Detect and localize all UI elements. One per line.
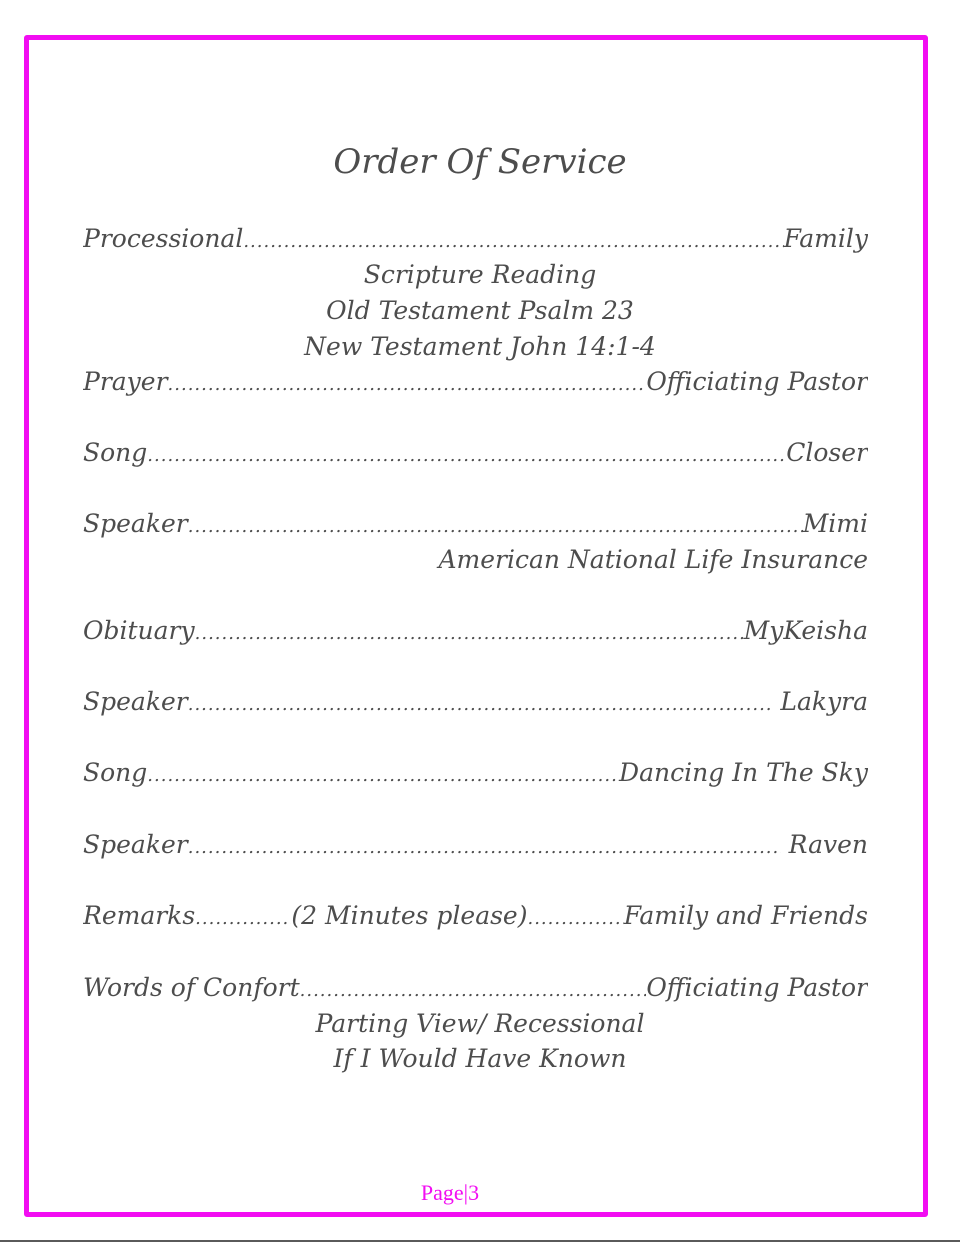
row-value: Officiating Pastor bbox=[646, 973, 868, 1002]
row-value: Family bbox=[783, 224, 868, 253]
dot-leader bbox=[243, 224, 783, 257]
dot-leader bbox=[147, 438, 786, 471]
dot-leader bbox=[527, 901, 623, 934]
row-note: (2 Minutes please) bbox=[291, 901, 528, 930]
row-label: Song bbox=[83, 758, 148, 787]
row-label: Words of Confort bbox=[83, 973, 300, 1002]
page-number: Page|3 bbox=[420, 1180, 480, 1205]
row-label: Speaker bbox=[83, 687, 188, 716]
service-row-speaker bbox=[83, 684, 868, 720]
scripture-new-testament: New Testament John 14:1-4 bbox=[304, 332, 656, 361]
dot-leader bbox=[168, 367, 647, 400]
service-row-speaker bbox=[83, 827, 868, 863]
service-row-processional bbox=[83, 221, 868, 257]
row-value: Family and Friends bbox=[623, 901, 868, 930]
closing-recessional: Parting View/ Recessional bbox=[315, 1009, 645, 1038]
row-label: Prayer bbox=[83, 367, 168, 396]
service-row-song bbox=[83, 755, 868, 791]
row-label: Speaker bbox=[83, 509, 188, 538]
row-value: Mimi bbox=[802, 509, 868, 538]
dot-leader bbox=[195, 901, 291, 934]
service-row-obituary bbox=[83, 613, 868, 649]
speaker-affiliation: American National Life Insurance bbox=[438, 545, 868, 574]
row-label: Song bbox=[83, 438, 148, 467]
row-label: Obituary bbox=[83, 616, 195, 645]
dot-leader bbox=[147, 758, 619, 791]
dot-leader bbox=[188, 509, 803, 542]
service-row-words-of-comfort bbox=[83, 970, 868, 1006]
service-row-prayer bbox=[83, 364, 868, 400]
page-title: Order Of Service bbox=[333, 142, 627, 182]
row-value: Closer bbox=[786, 438, 868, 467]
row-value: Dancing In The Sky bbox=[619, 758, 868, 787]
row-value: Raven bbox=[780, 830, 868, 859]
dot-leader bbox=[300, 973, 647, 1006]
scripture-heading: Scripture Reading bbox=[363, 260, 597, 289]
dot-leader bbox=[195, 616, 744, 649]
service-row-speaker bbox=[83, 506, 868, 542]
dot-leader bbox=[188, 687, 773, 720]
closing-song: If I Would Have Known bbox=[333, 1044, 627, 1073]
row-value: Officiating Pastor bbox=[646, 367, 868, 396]
row-label: Processional bbox=[83, 224, 244, 253]
dot-leader bbox=[188, 830, 781, 863]
row-label: Remarks bbox=[83, 901, 196, 930]
row-value: Lakyra bbox=[772, 687, 868, 716]
row-value: MyKeisha bbox=[743, 616, 868, 645]
service-row-song bbox=[83, 435, 868, 471]
scripture-old-testament: Old Testament Psalm 23 bbox=[326, 296, 634, 325]
row-label: Speaker bbox=[83, 830, 188, 859]
bottom-divider bbox=[0, 1240, 960, 1242]
service-row-remarks bbox=[83, 898, 868, 934]
